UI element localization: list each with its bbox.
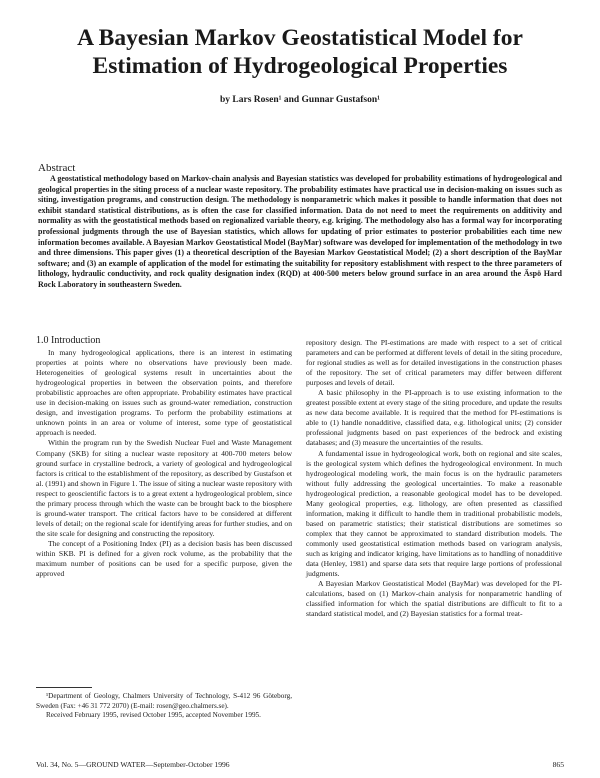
- paragraph: The concept of a Positioning Index (PI) as a decision basis has been discussed within SKB. PI is defined for a given rock volume, as the probability that the maximum number of positions can be used for a specific purpose, given the approved: [36, 538, 292, 579]
- abstract-heading: Abstract: [38, 162, 76, 174]
- paragraph: Within the program run by the Swedish Nuclear Fuel and Waste Management Company (SKB) for siting a nuclear waste repository at 400-700 meters below ground surface in crystalline bedrock, a variety of geological and hydrogeological factors is critical to the establishment of the repository, as described by Gustafson et al. (1991) and shown in Figure 1. The issue of siting a nuclear waste repository with respect to geoscientific factors is to a great extent a hydrogeological problem, since the primary process through which the waste can be brought back to the biosphere is ground-water transport. The critical factors have to be considered at different levels of detail; on the regional scale for identifying areas for further studies, and on the site scale for designing and constructing the repository.: [36, 438, 292, 538]
- abstract-text: A geostatistical methodology based on Markov-chain analysis and Bayesian statistics was developed for probability estimations of hydrogeological and geological properties in the siting process of a nuclear waste repository. The probability estimates have practical use in decision-making on issues such as siting, investigation programs, and construction design. The methodology is nonparametric which makes it possible to handle information that does not exhibit standard statistical distributions, as is often the case for classified information. Data do not need to meet the requirements on additivity and normality as with the geostatistical methods based on regionalized variable theory, e.g. kriging. The methodology also has a formal way for incorporating professional judgments through the use of Bayesian statistics, which allows for updating of prior estimates to posterior probabilities each time new information becomes available. A Bayesian Markov Geostatistical Model (BayMar) software was developed for implementation of the methodology in two and three dimensions. This paper gives (1) a theoretical description of the Bayesian Markov Geostatistical Model; (2) a short description of the BayMar software; and (3) an example of application of the model for estimating the suitability for repository establishment with respect to the three parameters of lithology, hydraulic conductivity, and rock quality designation index (RQD) at 400-500 meters below ground surface in an area around the Äspö Hard Rock Laboratory in southeastern Sweden.: [38, 174, 562, 289]
- footnote-affiliation: ¹Department of Geology, Chalmers University of Technology, S-412 96 Göteborg, Sweden (Fax: +46 31 772 2070) (E-mail: rosen@geo.chalmers.se).: [36, 692, 292, 710]
- paragraph: repository design. The PI-estimations are made with respect to a set of critical parameters and can be performed at different levels of detail in the siting procedure, for regional studies as well as for detailed investigations in the construction phases of the repository. The set of critical parameters may differ between different purposes and levels of detail.: [306, 338, 562, 388]
- page-number: 865: [552, 760, 564, 769]
- left-column: [36, 336, 292, 579]
- footnote-received: Received February 1995, revised October 1995, accepted November 1995.: [46, 711, 261, 720]
- paragraph: A basic philosophy in the PI-approach is to use existing information to the greatest possible extent at every stage of the siting procedure, and update the results as new data become available. It is required that the method for PI-estimations is able to (1) handle nonadditive, classified data, e.g. lithological units; (2) consider professional judgments based on past experiences of the bedrock and existing databases; and (3) measure the uncertainties of the results.: [306, 388, 562, 448]
- journal-footer: Vol. 34, No. 5—GROUND WATER—September-October 1996: [36, 760, 230, 769]
- right-column: [306, 338, 562, 619]
- paragraph: In many hydrogeological applications, there is an interest in estimating properties at points where no observations have previously been made. Heterogeneities of geological systems result in uncertainties about the hydrogeological properties in between the observation points, and therefore probabilistic approaches are often appropriate. Probability estimates have practical use in decision-making on issues such as ground-water remediation, construction design, and investigation programs. To perform the probability estimations at unknown points in an area or volume of interest, some type of geostatistical approach is needed.: [36, 348, 292, 438]
- paper-title: A Bayesian Markov Geostatistical Model for Estimation of Hydrogeological Properties: [77, 25, 523, 79]
- author-line: by Lars Rosen¹ and Gunnar Gustafson¹: [220, 95, 380, 105]
- footnotes: [36, 692, 292, 721]
- paragraph: A fundamental issue in hydrogeological work, both on regional and site scales, is the geological system which defines the hydrogeological environment. In much hydrogeological modeling work, the main focus is on the hydraulic parameters without fully addressing the geological uncertainties. To make a reasonable hydrogeological prediction, a reasonable geological model has to be developed. Many geological properties, e.g. lithology, are often presented as classified information, making it difficult to handle them in traditional probabilistic models, based on parametric statistics; their statistical distributions are sometimes so complex that they cannot be approximated to standard distribution models. The commonly used geostatistical estimation methods based on variogram analysis, such as kriging and indicator kriging, have limitations as to handling of nonadditive data (Henley, 1981) and sparse data sets that require large portions of professional judgments.: [306, 448, 562, 579]
- section-heading: 1.0 Introduction: [36, 335, 101, 346]
- footnote-rule: [36, 687, 92, 688]
- paragraph: A Bayesian Markov Geostatistical Model (BayMar) was developed for the PI-calculations, based on (1) Markov-chain analysis for nonparametric handling of classified information for which the spatial distributions are difficult to fit to a standard statistical model, and (2) Bayesian statistics for a formal treat-: [306, 579, 562, 619]
